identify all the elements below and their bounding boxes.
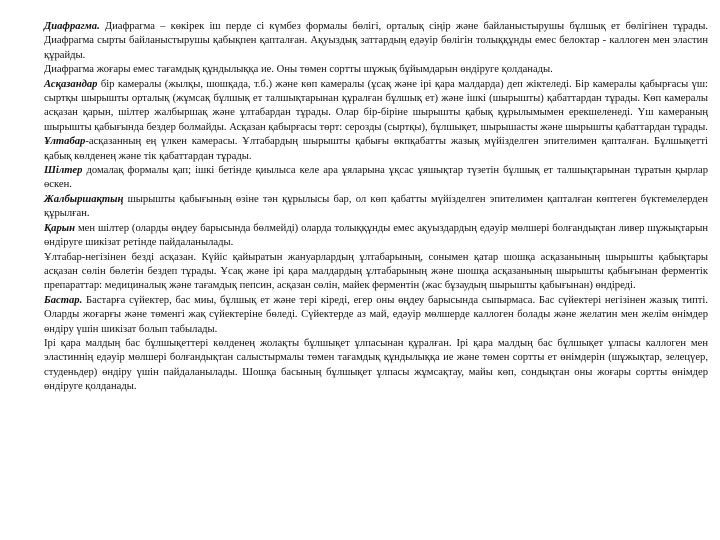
term-stomachs: Асқазандар bbox=[44, 78, 98, 90]
paragraph-rumen bbox=[44, 222, 708, 251]
paragraph-text: Ірі қара малдың бас бұлшықеттері көлденең жолақты бұлшықет ұлпасынан құралған. Ірі қара малдың бас бұлшықет ұлпасы каллоген мен эластиннің едәуір мөлшері болғандықтан салыстырмалы төмен тағамдық құндылыққа ие және төмен сортты ет өнімдерін (шұжықтар, зелецүер, студеньдер) өндіру үшін пайдаланылады. Шошқа басының бұлшықет ұлпасы жұмсақтау, майы көп, сондықтан оны жоғары сортты өнімдер өндіруге қолданады. bbox=[44, 337, 708, 393]
paragraph-text: Диафрагма жоғары емес тағамдық құндылыққа ие. Оны төмен сортты шұжық бұйымдарын өндіруге қолданады. bbox=[44, 64, 553, 76]
paragraph-heads bbox=[44, 294, 708, 337]
term-omasum: Жалбыршақтың bbox=[44, 193, 124, 205]
term-diaphragm: Диафрагма. bbox=[44, 21, 100, 32]
paragraph-glandular-stomach bbox=[44, 251, 708, 294]
paragraph-text: домалақ формалы қап; ішкі бетінде қиылыса келе ара ұяларына ұқсас ұяшықтар түзетін бұлшық ет талшықтарынан тұратын қырлар өскен. bbox=[44, 165, 708, 191]
paragraph-text: бір камералы (жылқы, шошқада, т.б.) және көп камералы (ұсақ және ірі қара малдарда) деп жіктеледі. Бір камералы қабырғасы үш: сыртқы шырышты орталық (жұмсақ бұлшық ет талшықтарынан құралған бұлшық ет) және ішкі (шырышты) қабаттардан тұрады. Көп камералы асқазан қарын, шілтер жалбыршақ және ұлтабардан тұрады. Олар бір-біріне шырышты қабық құрылымымен ерекшеленеді. Үш камераның шырышты қабығында бездер болмайды. Асқазан қабырғасы төрт: серозды (сыртқы), бұлшықет, шырышасты және шырышты қабаттардан тұрады. bbox=[44, 78, 708, 133]
paragraph-text: Ұлтабар-негізінен безді асқазан. Күйіс қайыратын жануарлардың ұлтабарының, сонымен қатар шошқа асқазанының шырышты қабықтары асқазан сөлін бөлетін бездеп тұрады. Ұсақ және ірі қара малдардың ұлтабарының және шошқа асқазанының шырышты қабығынан ферментік препараттар: медициналық және тағамдық пепсин, асқазан сөлін, майек ферментін (жас бұзаудың шырышты қабығынан) өндіреді. bbox=[44, 251, 708, 292]
term-abomasum: Ұлтабар bbox=[44, 136, 86, 148]
paragraph-text: шырышты қабығының өзіне тән құрылысы бар, ол көп қабатты мүйізделген эпителимен қапталған көптеген бүктемелерден құрылған. bbox=[44, 193, 708, 220]
paragraph-diaphragm bbox=[44, 20, 708, 63]
paragraph-reticulum bbox=[44, 164, 708, 193]
paragraph-text: Бастарға сүйектер, бас миы, бұлшық ет және тері кіреді, егер оны өңдеу барысында сыпырмаса. Бас сүйектері негізінен жазық типті. Оларды жоғарғы және төменгі жақ сүйектеріне бөледі. Сүйектерде аз май, едәуір мөлшерде каллоген болады және желатин мен желім өнімдер өндіру үшін шикізат болып табылады. bbox=[44, 294, 708, 335]
paragraph-head-muscles bbox=[44, 337, 708, 395]
paragraph-diaphragm-value bbox=[44, 63, 708, 77]
paragraph-stomachs bbox=[44, 78, 708, 136]
term-heads: Бастар. bbox=[44, 294, 83, 306]
paragraph-omasum bbox=[44, 193, 708, 222]
term-rumen: Қарын bbox=[44, 222, 76, 234]
paragraph-text: мен шілтер (оларды өңдеу барысында бөлмейді) оларда толыққұнды емес ақуыздардың едәуір мөлшері болғандықтан ливер шұжықтарын өндіруге шикізат ретінде пайдаланылады. bbox=[44, 222, 708, 249]
paragraph-abomasum bbox=[44, 135, 708, 164]
term-reticulum: Шілтер bbox=[44, 165, 83, 177]
paragraph-text: Диафрагма – көкірек іш перде сі күмбез формалы бөлігі, орталық сіңір және байланыстырушы бұлшық ет бөлігінен тұрады. Диафрагма сырты байланыстырушы қабықпен қапталған. Ақуыздық заттардың едәуір бөлігін толыққұнды емес белоктар - каллоген мен эластин құрайды. bbox=[44, 21, 708, 61]
paragraph-text: -асқазанның ең үлкен камерасы. Ұлтабардың шырышты қабығы өкпқабатты жазық мүйізделген эпителимен қапталған. Бұлшықетті қабық көлденең және тік қабаттардан тұрады. bbox=[44, 136, 708, 162]
